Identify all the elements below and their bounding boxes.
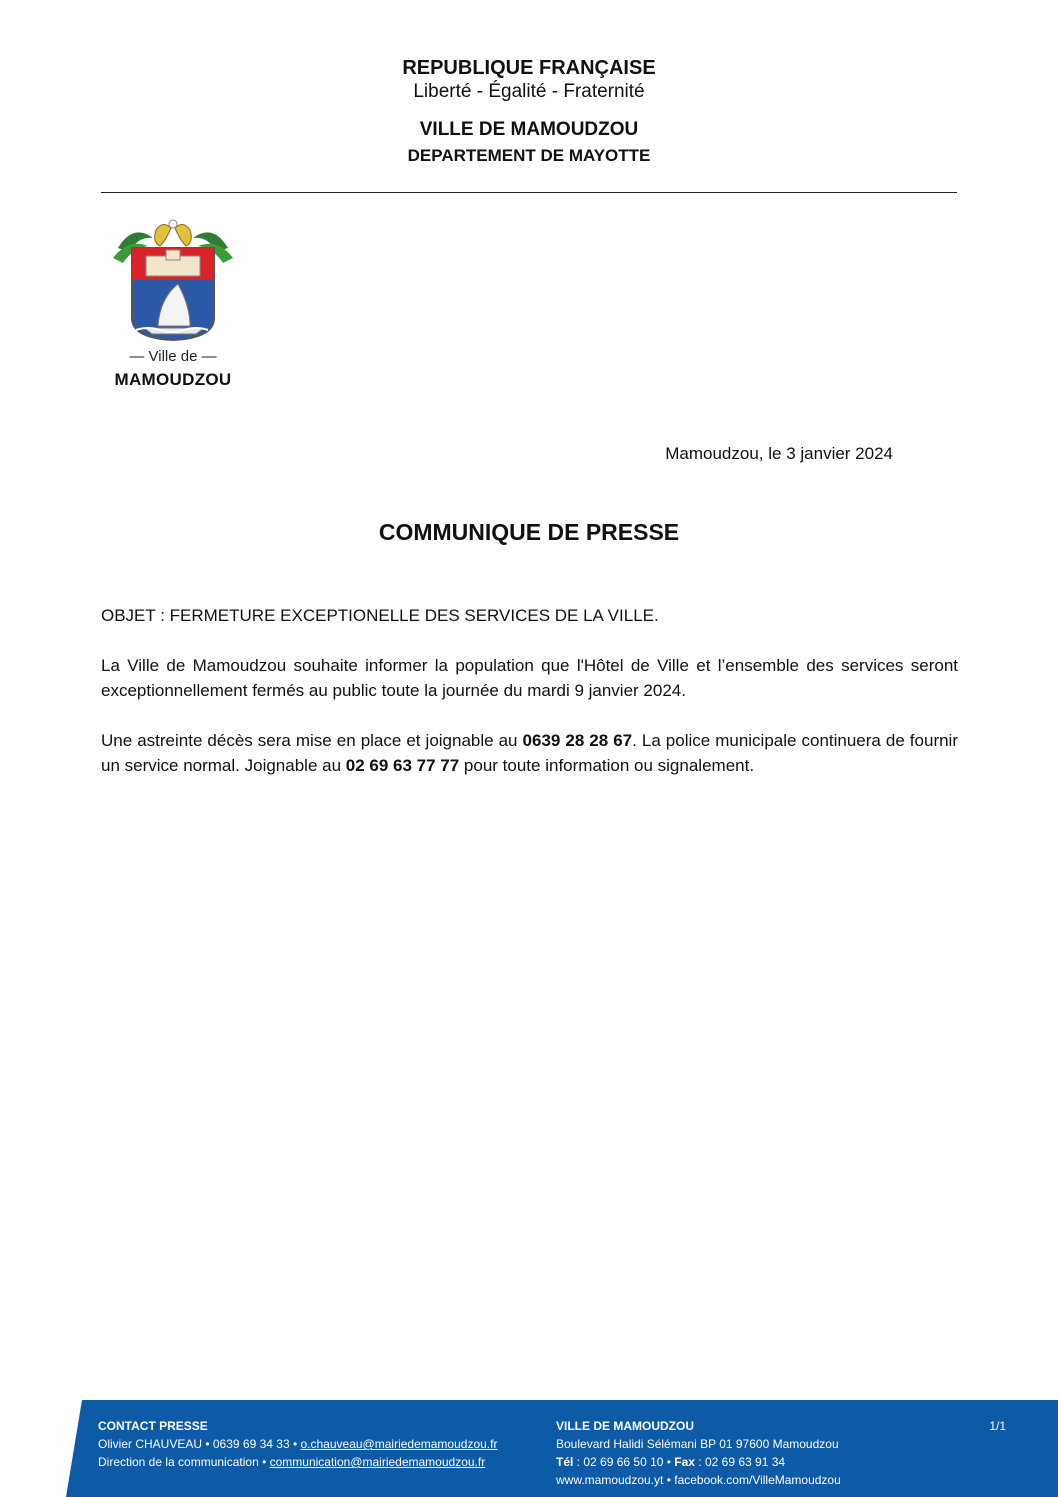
date-line: Mamoudzou, le 3 janvier 2024 bbox=[665, 444, 893, 463]
city-contact bbox=[556, 1417, 956, 1489]
city-web-links: www.mamoudzou.yt • facebook.com/VilleMamoudzou bbox=[556, 1473, 841, 1487]
document-title: COMMUNIQUE DE PRESSE bbox=[378, 519, 680, 545]
body-paragraph-2 bbox=[101, 728, 958, 778]
tel-label: Tél bbox=[556, 1455, 574, 1469]
logo-caption-mamoudzou: MAMOUDZOU bbox=[114, 370, 232, 389]
subject-line: OBJET : FERMETURE EXCEPTIONELLE DES SERVICES DE LA VILLE. bbox=[101, 606, 659, 625]
astreinte-phone: 0639 28 28 67 bbox=[522, 731, 633, 750]
paragraph-2-text-a: Une astreinte décès sera mise en place et joignable au bbox=[101, 731, 523, 750]
logo-caption-ville: — Ville de — bbox=[129, 348, 217, 365]
police-phone: 02 69 63 77 77 bbox=[345, 756, 460, 775]
press-contact-email-link[interactable]: o.chauveau@mairiedemamoudzou.fr bbox=[300, 1437, 498, 1451]
tel-value: : 02 69 66 50 10 • bbox=[573, 1455, 675, 1469]
city-title: VILLE DE MAMOUDZOU bbox=[419, 119, 639, 140]
press-contact-title: CONTACT PRESSE bbox=[98, 1419, 208, 1433]
header-divider bbox=[101, 192, 957, 193]
press-contact bbox=[98, 1417, 538, 1471]
fax-value: : 02 69 63 91 34 bbox=[694, 1455, 786, 1469]
city-contact-title: VILLE DE MAMOUDZOU bbox=[556, 1419, 694, 1433]
press-contact-name: Olivier CHAUVEAU • 0639 69 34 33 • bbox=[98, 1437, 301, 1451]
coat-of-arms-icon bbox=[108, 218, 238, 393]
fax-label: Fax bbox=[674, 1455, 695, 1469]
page-number: 1/1 bbox=[989, 1419, 1006, 1433]
republic-title: REPUBLIQUE FRANÇAISE bbox=[402, 57, 656, 79]
press-contact-line-2 bbox=[98, 1453, 538, 1471]
republic-motto: Liberté - Égalité - Fraternité bbox=[413, 81, 645, 102]
city-address: Boulevard Halidi Sélémani BP 01 97600 Mamoudzou bbox=[556, 1437, 839, 1451]
paragraph-2-text-b: . La police municipale continuera de fournir un service normal. Joignable au bbox=[101, 731, 958, 775]
department-title: DEPARTEMENT DE MAYOTTE bbox=[407, 146, 651, 165]
paragraph-2-text-c: pour toute information ou signalement. bbox=[459, 756, 755, 775]
city-phone-fax bbox=[556, 1453, 956, 1471]
press-contact-line-1 bbox=[98, 1435, 538, 1453]
body-paragraph-1: La Ville de Mamoudzou souhaite informer la population que l'Hôtel de Ville et l’ensemble des services seront exceptionnellement fermés au public toute la journée du mardi 9 janvier 2024. bbox=[101, 656, 958, 700]
letterhead bbox=[0, 56, 1058, 168]
communication-email-link[interactable]: communication@mairiedemamoudzou.fr bbox=[269, 1455, 486, 1469]
communication-direction: Direction de la communication • bbox=[98, 1455, 270, 1469]
